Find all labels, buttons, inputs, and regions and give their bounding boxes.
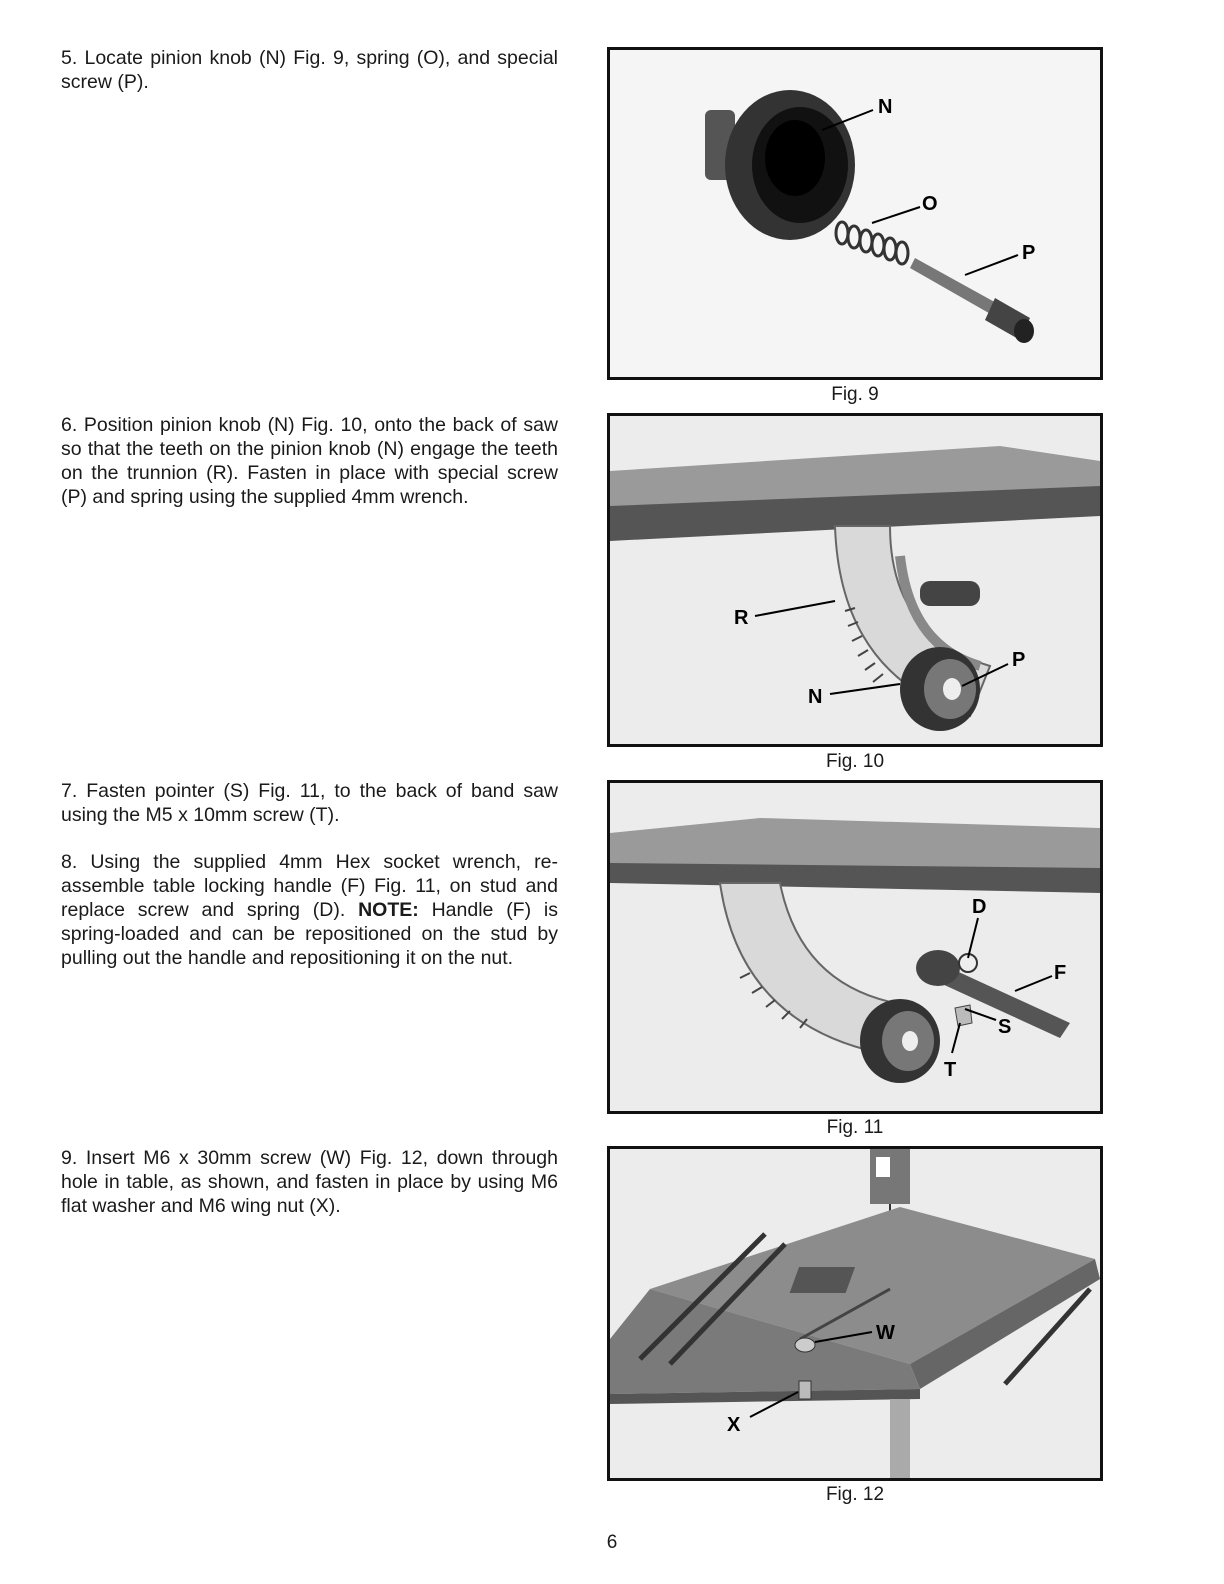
figure-10 [607, 413, 1103, 747]
step-8-text-b: Handle (F) is spring-loaded and can be repositioned on the stud by pulling out the handle and repositioning it on the nut. [61, 899, 558, 969]
step-7-text: 7. Fasten pointer (S) Fig. 11, to the back of band saw using the M5 x 10mm screw (T). [61, 780, 558, 826]
figure-9 [607, 47, 1103, 380]
figure-9-illustration [610, 50, 1100, 377]
figure-12-illustration [610, 1149, 1100, 1478]
label-s: S [998, 1016, 1012, 1038]
figure-10-illustration [610, 416, 1100, 744]
step-9-text: 9. Insert M6 x 30mm screw (W) Fig. 12, down through hole in table, as shown, and fasten in place by using M6 flat washer and M6 wing nut (X). [61, 1147, 558, 1217]
label-t: T [944, 1059, 957, 1081]
figure-11-caption: Fig. 11 [826, 1117, 884, 1138]
label-x: X [727, 1414, 741, 1436]
label-p: P [1012, 649, 1026, 671]
step-5-text: 5. Locate pinion knob (N) Fig. 9, spring (O), and special screw (P). [61, 47, 558, 93]
pinion-knob-shape-fig10 [900, 647, 980, 731]
figure-9-caption: Fig. 9 [831, 384, 879, 405]
label-n: N [878, 96, 893, 118]
step-8-text-a: 8. Using the supplied 4mm Hex socket wrench, re-assemble table locking handle (F) Fig. 11, on stud and replace screw and spring (D). [61, 851, 558, 921]
page-number: 6 [606, 1532, 618, 1553]
label-d: D [972, 896, 987, 918]
label-n: N [808, 686, 823, 708]
step-8-text [61, 850, 558, 970]
figure-12 [607, 1146, 1103, 1481]
note-label: NOTE: [358, 899, 419, 921]
label-p: P [1022, 242, 1036, 264]
label-w: W [876, 1322, 895, 1344]
label-o: O [922, 193, 938, 215]
figure-10-caption: Fig. 10 [825, 751, 885, 772]
step-6-text: 6. Position pinion knob (N) Fig. 10, onto the back of saw so that the teeth on the pinion knob (N) engage the teeth on the trunnion (R). Fasten in place with special screw (P) and spring using the supplied 4mm wrench. [61, 414, 558, 508]
figure-11 [607, 780, 1103, 1114]
figure-12-caption: Fig. 12 [825, 1484, 885, 1505]
figure-11-illustration [610, 783, 1100, 1111]
label-r: R [734, 607, 749, 629]
label-f: F [1054, 962, 1067, 984]
